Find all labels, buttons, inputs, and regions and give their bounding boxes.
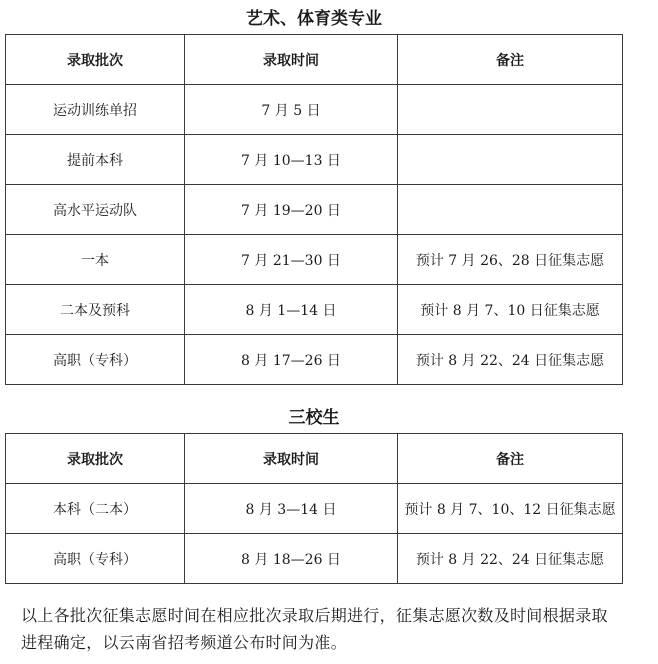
cell-batch: 运动训练单招: [6, 85, 185, 135]
cell-batch: 高职（专科）: [6, 335, 185, 385]
cell-remark: 预计 8 月 7、10、12 日征集志愿: [398, 484, 623, 534]
table-row: [6, 285, 623, 335]
cell-time: 8 月 17—26 日: [185, 335, 398, 385]
table-row: [6, 135, 623, 185]
header-remark: 备注: [398, 434, 623, 484]
header-batch: 录取批次: [6, 35, 185, 85]
cell-batch: 高水平运动队: [6, 185, 185, 235]
header-time: 录取时间: [185, 35, 398, 85]
footnote-text: 以上各批次征集志愿时间在相应批次录取后期进行，征集志愿次数及时间根据录取进程确定，以云南省招考频道公布时间为准。: [21, 606, 608, 652]
cell-time: 7 月 10—13 日: [185, 135, 398, 185]
cell-batch: 高职（专科）: [6, 534, 185, 584]
table-row: [6, 484, 623, 534]
cell-batch: 本科（二本）: [6, 484, 185, 534]
admission-table-art-sports: [5, 34, 623, 385]
table-row: [6, 235, 623, 285]
section-title-art-sports: 艺术、体育类专业: [246, 9, 382, 29]
cell-remark: [398, 85, 623, 135]
table-row: [6, 335, 623, 385]
cell-remark: [398, 135, 623, 185]
cell-remark: 预计 8 月 22、24 日征集志愿: [398, 335, 623, 385]
table-header-row: [6, 434, 623, 484]
table-row: [6, 534, 623, 584]
admission-table-vocational: [5, 433, 623, 584]
cell-remark: 预计 8 月 22、24 日征集志愿: [398, 534, 623, 584]
cell-time: 7 月 5 日: [185, 85, 398, 135]
header-batch: 录取批次: [6, 434, 185, 484]
header-time: 录取时间: [185, 434, 398, 484]
cell-batch: 一本: [6, 235, 185, 285]
cell-time: 8 月 18—26 日: [185, 534, 398, 584]
table-header-row: [6, 35, 623, 85]
cell-remark: [398, 185, 623, 235]
table-row: [6, 85, 623, 135]
cell-batch: 提前本科: [6, 135, 185, 185]
cell-remark: 预计 8 月 7、10 日征集志愿: [398, 285, 623, 335]
cell-time: 7 月 21—30 日: [185, 235, 398, 285]
header-remark: 备注: [398, 35, 623, 85]
cell-time: 7 月 19—20 日: [185, 185, 398, 235]
section-title-vocational: 三校生: [288, 408, 340, 428]
cell-time: 8 月 1—14 日: [185, 285, 398, 335]
cell-time: 8 月 3—14 日: [185, 484, 398, 534]
cell-remark: 预计 7 月 26、28 日征集志愿: [398, 235, 623, 285]
cell-batch: 二本及预科: [6, 285, 185, 335]
table-row: [6, 185, 623, 235]
